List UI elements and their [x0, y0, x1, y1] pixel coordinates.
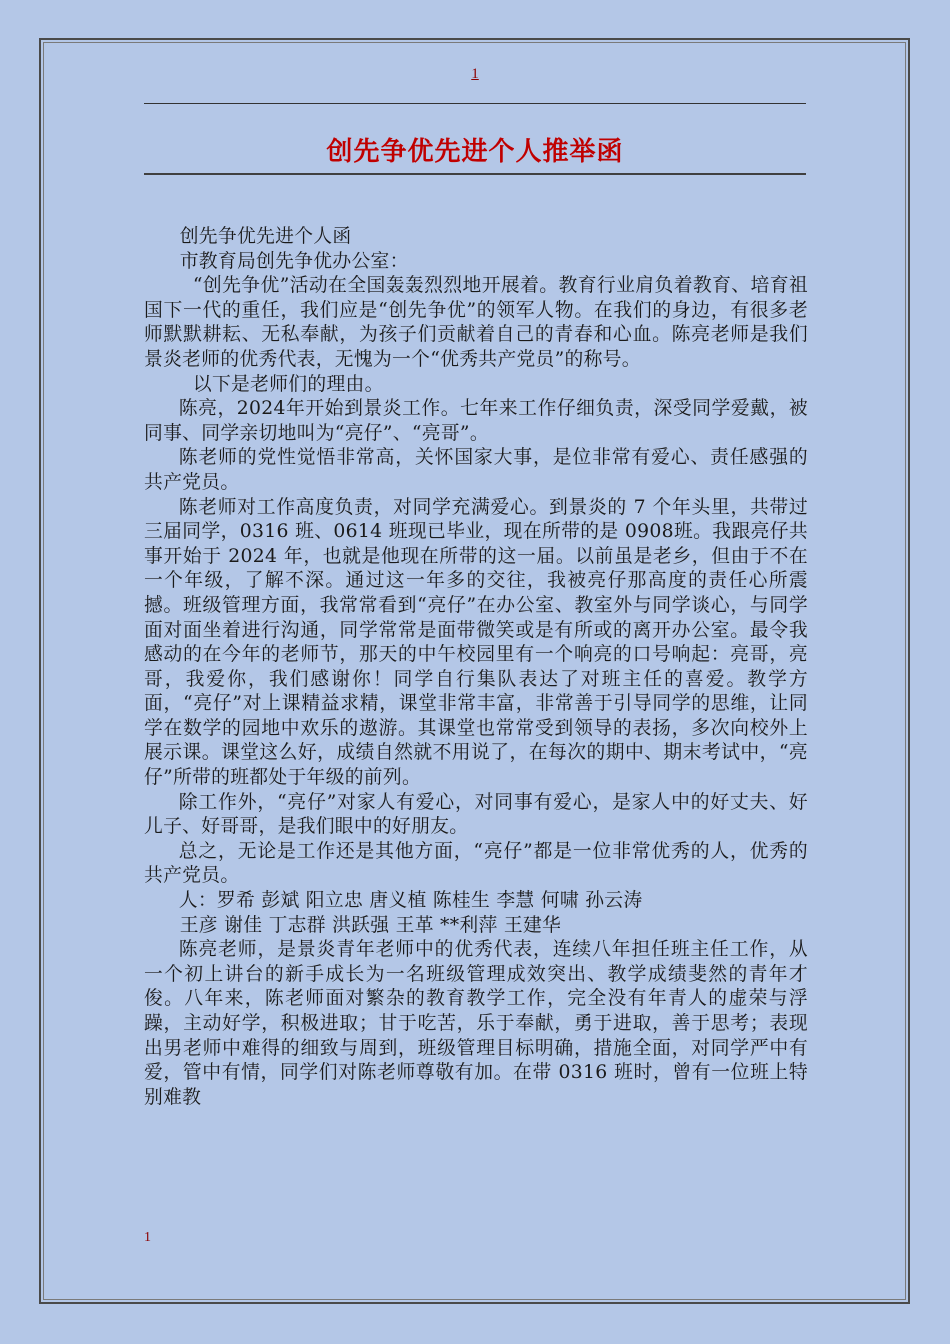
paragraph-intro: “创先争优”活动在全国轰轰烈烈地开展着。教育行业肩负着教育、培育祖国下一代的重任，我们应是“创先争优”的领军人物。在我们的身边，有很多老师默默耕耘、无私奉献，为孩子们贡献着自己的青春和心血。陈亮老师是我们景炎老师的优秀代表，无愧为一个“优秀共产党员”的称号。	[144, 275, 808, 370]
footer-page-number: 1	[144, 1230, 151, 1245]
signers-line-1: 人：罗希 彭斌 阳立忠 唐义植 陈桂生 李慧 何啸 孙云涛	[178, 890, 643, 912]
paragraph-summary: 总之，无论是工作还是其他方面，“亮仔”都是一位非常优秀的人，优秀的共产党员。	[144, 840, 808, 887]
signers-line-2: 王彦 谢佳 丁志群 洪跃强 王革 **利萍 王建华	[179, 914, 562, 936]
paragraph-background: 陈亮，2024年开始到景炎工作。七年来工作仔细负责，深受同学爱戴，被同事、同学亲切地叫为“亮仔”、“亮哥”。	[144, 398, 808, 444]
title-rule	[144, 173, 806, 175]
paragraph-second-letter: 陈亮老师，是景炎青年老师中的优秀代表，连续八年担任班主任工作，从一个初上讲台的新手成长为一名班级管理成效突出、教学成绩斐然的青年才俊。八年来，陈老师面对繁杂的教育教学工作，完全没有年青人的虚荣与浮躁，主动好学，积极进取；甘于吃苦，乐于奉献，勇于进取，善于思考；表现出男老师中难得的细致与周到，班级管理目标明确，措施全面，对同学严中有爱，管中有情，同学们对陈老师尊敬有加。在带 0316 班时，曾有一位班上特别难教	[144, 939, 808, 1108]
paragraph-party-spirit: 陈老师的党性觉悟非常高，关怀国家大事，是位非常有爱心、责任感强的共产党员。	[144, 447, 808, 493]
salutation: 市教育局创先争优办公室：	[179, 250, 409, 272]
paragraph-work-details: 陈老师对工作高度负责，对同学充满爱心。到景炎的 7 个年头里，共带过三届同学，0316 班、0614 班现已毕业，现在所带的是 0908班。我跟亮仔共事开始于 2024 年，也就是他现在所带的这一届。以前虽是老乡，但由于不在一个年级，了解不深。通过这一年多的交往，我被亮仔那高度的责任心所震撼。班级管理方面，我常常看到“亮仔”在办公室、教室外与同学谈心，与同学面对面坐着进行沟通，同学常常是面带微笑或是有所或的离开办公室。最令我感动的在今年的老师节，那天的中午校园里有一个响亮的口号响起：亮哥，亮哥，我爱你，我们感谢你！同学自行集队表达了对班主任的喜爱。教学方面，“亮仔”对上课精益求精，课堂非常丰富，非常善于引导同学的思维，让同学在数学的园地中欢乐的遨游。其课堂也常常受到领导的表扬，多次向校外上展示课。课堂这么好，成绩自然就不用说了，在每次的期中、期末考试中，“亮仔”所带的班都处于年级的前列。	[144, 496, 808, 789]
paragraph-family: 除工作外，“亮仔”对家人有爱心，对同事有爱心，是家人中的好丈夫、好儿子、好哥哥，是我们眼中的好朋友。	[144, 791, 808, 838]
letter-heading: 创先争优先进个人函	[179, 226, 352, 247]
header-page-number: 1	[471, 66, 479, 82]
document-body	[144, 225, 808, 1110]
document-title: 创先争优先进个人推举函	[326, 137, 624, 167]
paragraph-reasons-lead: 以下是老师们的理由。	[192, 373, 384, 395]
header-rule	[144, 103, 806, 104]
